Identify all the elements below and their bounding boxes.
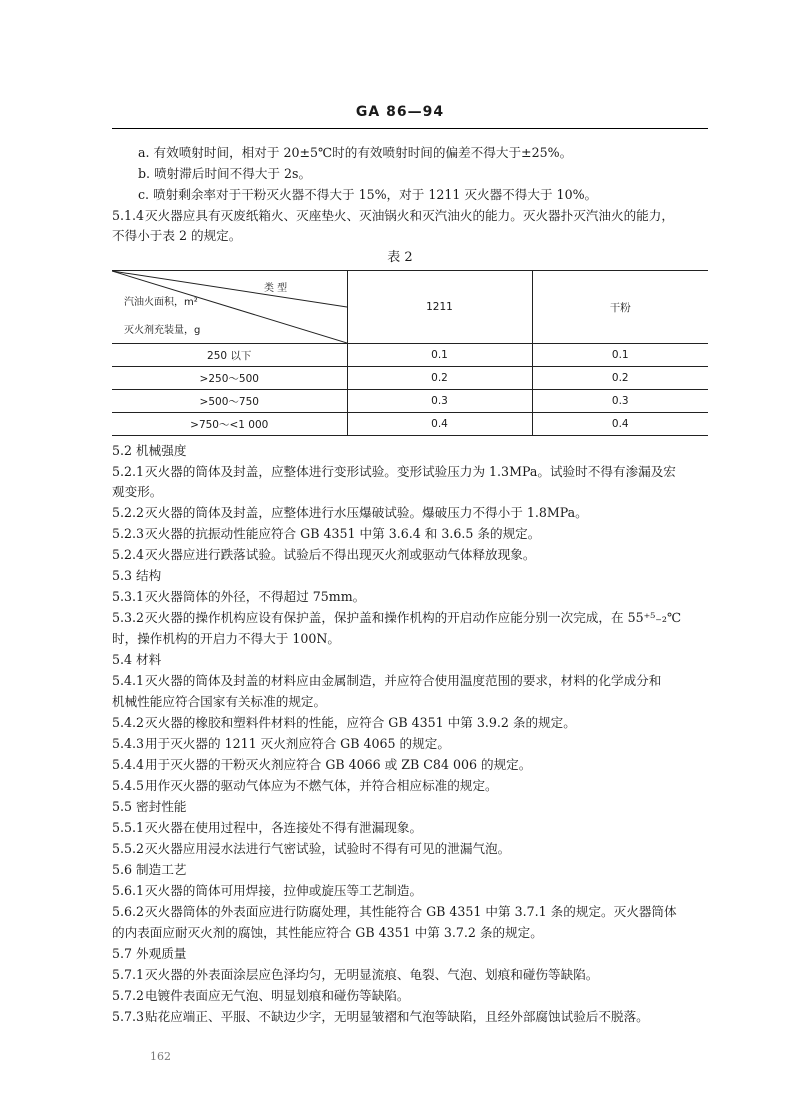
clause-text: 灭火器的外表面涂层应色泽均匀，无明显流痕、龟裂、气泡、划痕和碰伤等缺陷。 [145,967,599,982]
clause-5-4-1 [112,671,722,691]
clause-text: 灭火器的筒体及封盖，应整体进行水压爆破试验。爆破压力不得小于 1.8MPa。 [145,505,588,520]
clause-text: 灭火器筒体的外表面应进行防腐处理，其性能符合 GB 4351 中第 3.7.1 条的规定。灭火器筒体 [145,904,677,919]
table-row [112,413,708,436]
clause-number: 5.5.2 [112,841,145,856]
item-a: a. 有效喷射时间，相对于 20±5℃时的有效喷射时间的偏差不得大于±25%。 [138,145,573,160]
row-value-1211: 0.2 [347,367,532,390]
clause-5-6-1 [112,881,722,901]
clause-number: 5.4.2 [112,715,145,730]
clause-text: 灭火器在使用过程中，各连接处不得有泄漏现象。 [145,820,423,835]
clause-text: 灭火器的筒体及封盖，应整体进行变形试验。变形试验压力为 1.3MPa。试验时不得有渗漏及宏 [145,464,676,479]
clause-5-7-2 [112,986,722,1006]
clause-number: 5.4.3 [112,736,145,751]
table-row [112,390,708,413]
clause-5-3-2-cont: 时，操作机构的开启力不得大于 100N。 [112,631,340,646]
table-header-row [112,271,708,344]
clause-number: 5.6.1 [112,883,145,898]
clause-5-6-2 [112,902,722,922]
clause-number: 5.5.1 [112,820,145,835]
section-5-7: 5.7 外观质量 [112,946,187,961]
clause-number: 5.2.2 [112,505,145,520]
clause-5-3-2 [112,608,722,628]
clause-text: 灭火器的抗振动性能应符合 GB 4351 中第 3.6.4 和 3.6.5 条的规定。 [145,526,541,541]
clause-5-1-4 [112,206,722,226]
clause-5-2-4 [112,545,722,565]
row-value-dry-powder: 0.1 [532,344,708,367]
clause-number: 5.2.3 [112,526,145,541]
clause-5-4-1-cont: 机械性能应符合国家有关标准的规定。 [112,694,327,709]
row-value-dry-powder: 0.2 [532,367,708,390]
row-range: >750～<1 000 [112,413,347,436]
row-range: 250 以下 [112,344,347,367]
clause-text: 用于灭火器的 1211 灭火剂应符合 GB 4065 的规定。 [145,736,450,751]
row-value-1211: 0.1 [347,344,532,367]
clause-text: 电镀件表面应无气泡、明显划痕和碰伤等缺陷。 [145,988,410,1003]
table-2 [112,270,708,436]
clause-5-5-2 [112,839,722,859]
clause-number: 5.7.2 [112,988,145,1003]
section-5-4: 5.4 材料 [112,652,162,667]
clause-text: 灭火器的筒体可用焊接，拉伸或旋压等工艺制造。 [145,883,423,898]
clause-5-4-5 [112,776,722,796]
table-row [112,344,708,367]
item-c: c. 喷射剩余率对于干粉灭火器不得大于 15%，对于 1211 灭火器不得大于 10%。 [138,187,598,202]
diag-type-label: 类 型 [264,283,288,294]
header-rule [112,128,708,129]
clause-number: 5.6.2 [112,904,145,919]
clause-5-7-3 [112,1007,722,1027]
clause-text: 灭火器的橡胶和塑料件材料的性能，应符合 GB 4351 中第 3.9.2 条的规定。 [145,715,576,730]
row-range: >250～500 [112,367,347,390]
clause-5-1-4-cont: 不得小于表 2 的规定。 [112,228,242,243]
clause-number: 5.3.2 [112,610,145,625]
section-5-6: 5.6 制造工艺 [112,862,187,877]
clause-number: 5.2.1 [112,464,145,479]
row-range: >500～750 [112,390,347,413]
clause-5-2-1-cont: 观变形。 [112,484,163,499]
clause-text: 用作灭火器的驱动气体应为不燃气体，并符合相应标准的规定。 [145,778,498,793]
clause-number: 5.7.1 [112,967,145,982]
col-header-1211: 1211 [347,271,532,344]
row-value-dry-powder: 0.3 [532,390,708,413]
clause-text: 贴花应端正、平服、不缺边少字，无明显皱褶和气泡等缺陷，且经外部腐蚀试验后不脱落。 [145,1009,649,1024]
clause-number: 5.7.3 [112,1009,145,1024]
standard-code-header: GA 86—94 [355,104,445,120]
clause-5-4-2 [112,713,722,733]
clause-number: 5.4.4 [112,757,145,772]
clause-number: 5.4.1 [112,673,145,688]
section-5-2: 5.2 机械强度 [112,443,187,458]
clause-text: 灭火器的操作机构应设有保护盖，保护盖和操作机构的开启动作应能分别一次完成，在 55⁺⁵₋₂℃ [145,610,682,625]
section-5-5: 5.5 密封性能 [112,799,187,814]
row-value-1211: 0.3 [347,390,532,413]
clause-5-6-2-cont: 的内表面应耐灭火剂的腐蚀，其性能应符合 GB 4351 中第 3.7.2 条的规定。 [112,925,543,940]
row-value-dry-powder: 0.4 [532,413,708,436]
clause-number: 5.3.1 [112,589,145,604]
section-5-3: 5.3 结构 [112,568,162,583]
diag-area-label: 汽油火面积，m² [124,297,198,308]
clause-5-4-4 [112,755,722,775]
diag-charge-label: 灭火剂充装量，g [124,325,201,336]
clause-number: 5.1.4 [112,208,145,223]
table-caption: 表 2 [387,250,413,265]
clause-number: 5.4.5 [112,778,145,793]
page-number: 162 [150,1050,171,1063]
clause-5-2-2 [112,503,722,523]
clause-text: 灭火器筒体的外径，不得超过 75mm。 [145,589,366,604]
item-b: b. 喷射滞后时间不得大于 2s。 [138,166,312,181]
clause-5-2-1 [112,462,722,482]
clause-5-4-3 [112,734,722,754]
clause-5-5-1 [112,818,722,838]
clause-number: 5.2.4 [112,547,145,562]
table-row [112,367,708,390]
clause-text: 灭火器应具有灭废纸箱火、灭座垫火、灭油锅火和灭汽油火的能力。灭火器扑灭汽油火的能力， [145,208,674,223]
clause-text: 灭火器应用浸水法进行气密试验，试验时不得有可见的泄漏气泡。 [145,841,511,856]
col-header-dry-powder: 干粉 [532,271,708,344]
clause-5-7-1 [112,965,722,985]
row-value-1211: 0.4 [347,413,532,436]
diagonal-header-cell [112,271,347,344]
clause-5-3-1 [112,587,722,607]
clause-text: 灭火器的筒体及封盖的材料应由金属制造，并应符合使用温度范围的要求，材料的化学成分和 [145,673,662,688]
clause-5-2-3 [112,524,722,544]
clause-text: 用于灭火器的干粉灭火剂应符合 GB 4066 或 ZB C84 006 的规定。 [145,757,532,772]
clause-text: 灭火器应进行跌落试验。试验后不得出现灭火剂或驱动气体释放现象。 [145,547,536,562]
